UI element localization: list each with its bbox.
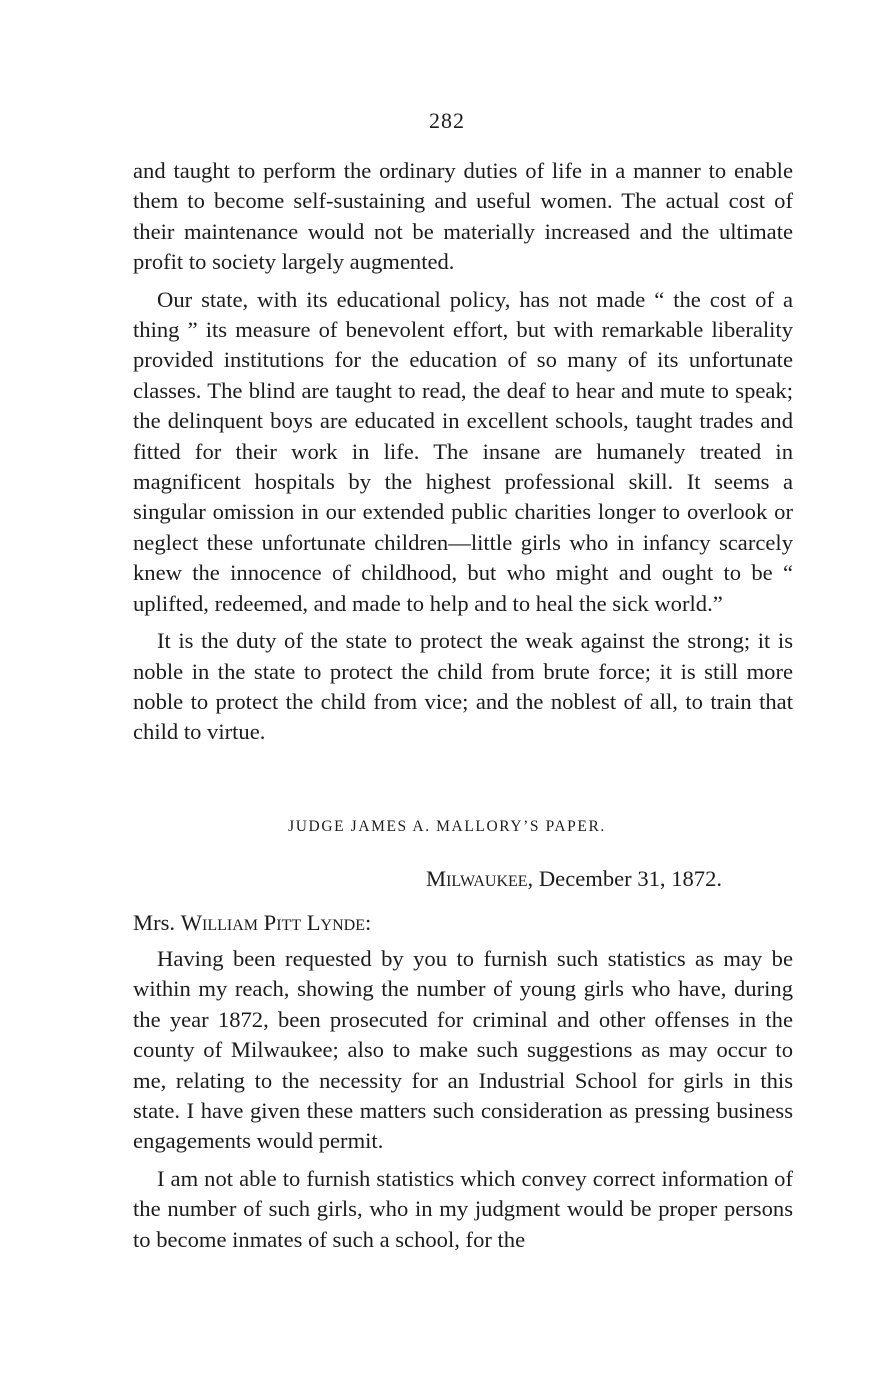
dateline-city: Milwaukee [426, 866, 528, 891]
salutation-name: William Pitt Lynde [180, 910, 365, 935]
paragraph-continuation: and taught to perform the ordinary duties of life in a manner to enable them to become self-sustaining and useful women. The actual cost of their maintenance would not be materially increased and the ultimate profit to society largely augmented. [133, 158, 793, 275]
body-text-top [133, 156, 793, 755]
body-text-letter [133, 944, 793, 1262]
paragraph-state-policy: Our state, with its educational policy, has not made “ the cost of a thing ” its measure of benevolent effort, but with remarkable liberality provided institutions for the education of so many of its unfortunate classes. The blind are taught to read, the deaf to hear and mute to speak; the delinquent boys are educated in excellent schools, taught trades and fitted for their work in life. The insane are humanely treated in magnificent hospitals by the highest professional skill. It seems a singular omission in our extended public charities longer to overlook or neglect these unfortunate children—little girls who in infancy scarcely knew the innocence of childhood, but who might and ought to be “ uplifted, redeemed, and made to help and to heal the sick world.” [133, 286, 793, 616]
salutation-prefix: Mrs. [133, 910, 181, 935]
letter-salutation [133, 910, 371, 936]
paragraph-statistics: I am not able to furnish statistics which convey correct information of the number of such girls, who in my judgment would be proper persons to become inmates of such a school, for the [133, 1165, 793, 1252]
salutation-suffix: : [365, 910, 372, 935]
dateline-date: , December 31, 1872. [527, 866, 723, 891]
paragraph-request: Having been requested by you to furnish such statistics as may be within my reach, showing the number of young girls who have, during the year 1872, been prosecuted for criminal and other offenses in the county of Milwaukee; also to make such suggestions as may occur to me, relating to the necessity for an Industrial School for girls in this state. I have given these matters such consideration as pressing business engagements would permit. [133, 946, 793, 1154]
page-number: 282 [429, 108, 465, 133]
letter-dateline [426, 866, 722, 892]
section-heading: JUDGE JAMES A. MALLORY’S PAPER. [288, 818, 606, 835]
paragraph-duty-of-state: It is the duty of the state to protect the weak against the strong; it is noble in the state to protect the child from brute force; it is still more noble to protect the child from vice; and the noblest of all, to train that child to virtue. [133, 628, 793, 745]
